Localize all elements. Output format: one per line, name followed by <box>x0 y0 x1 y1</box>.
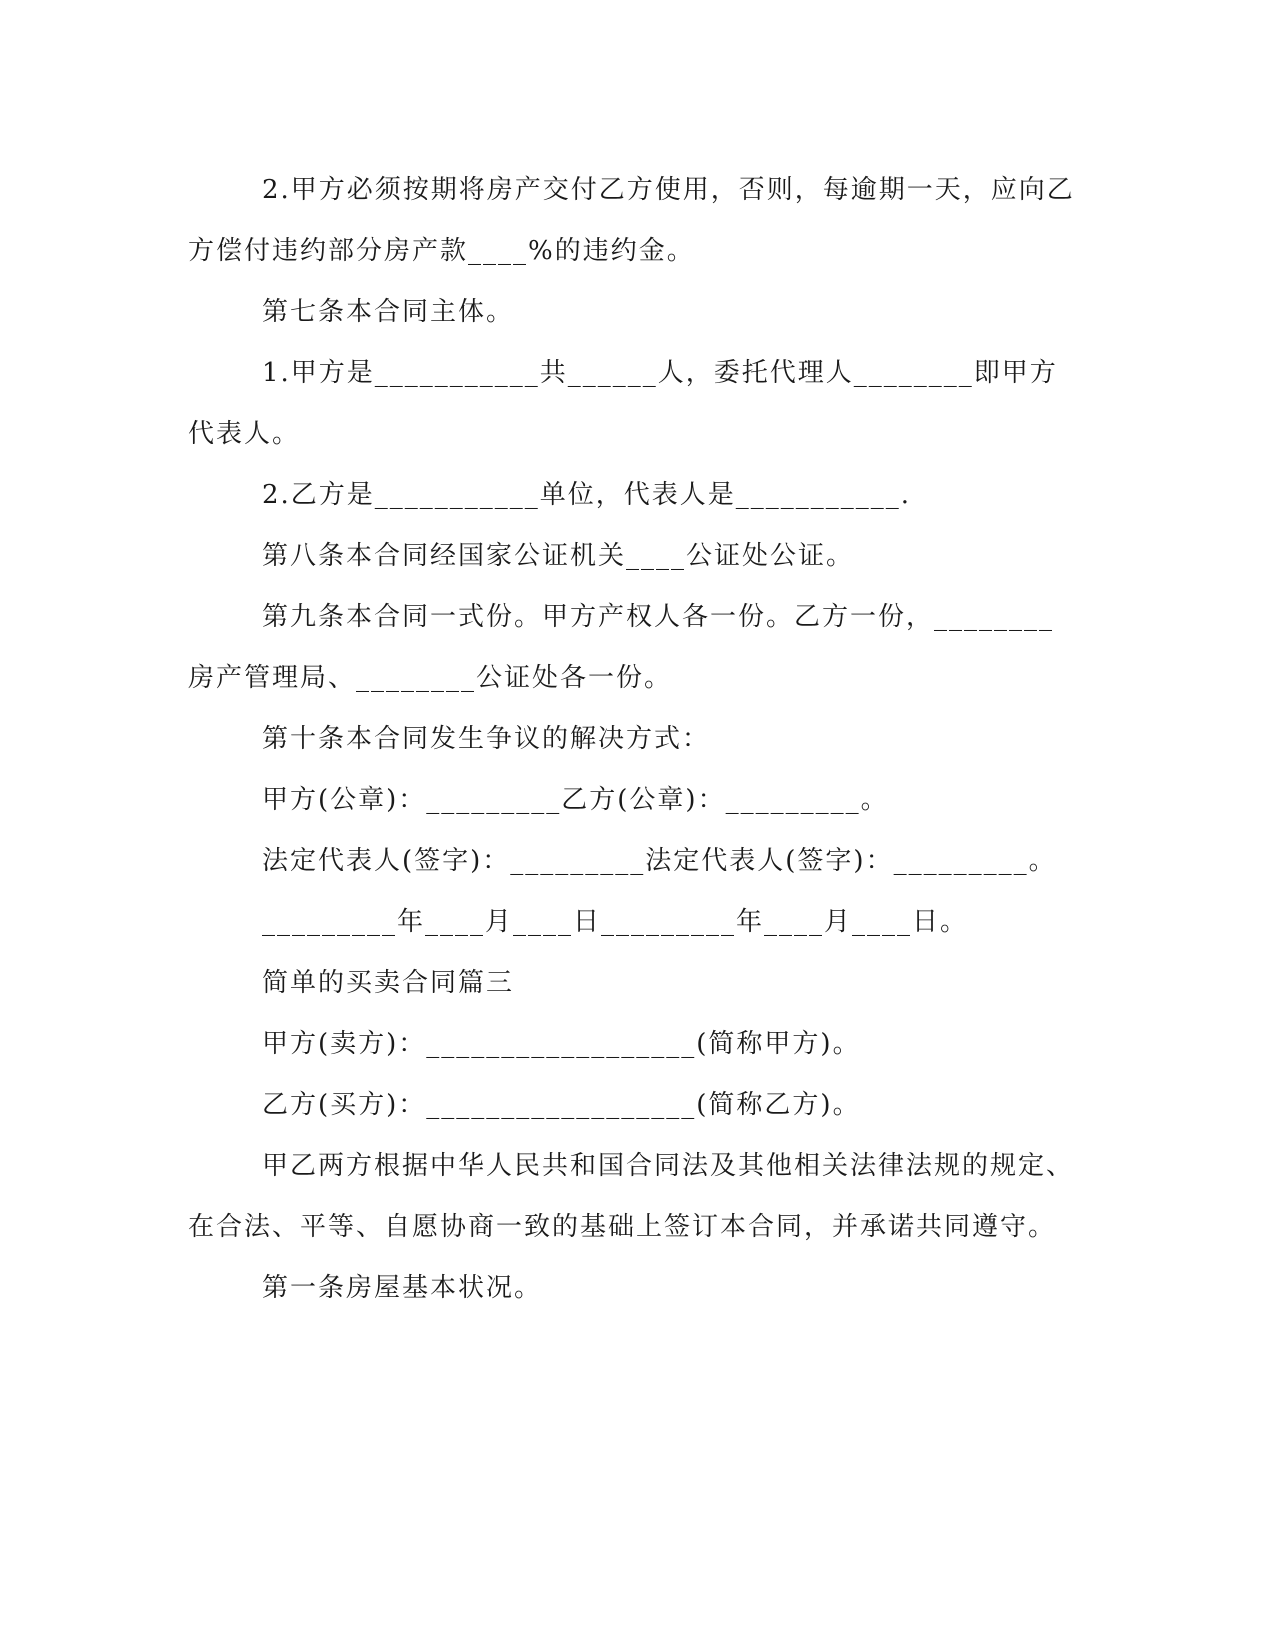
paragraph-preamble: 甲乙两方根据中华人民共和国合同法及其他相关法律法规的规定、在合法、平等、自愿协商一致的基础上签订本合同，并承诺共同遵守。 <box>188 1151 1075 1242</box>
paragraph-dates: _________年____月____日_________年____月____日。 <box>262 907 969 937</box>
paragraph-signatures: 法定代表人(签字)：_________法定代表人(签字)：_________。 <box>262 846 1057 876</box>
paragraph-seals: 甲方(公章)：_________乙方(公章)：_________。 <box>262 785 889 815</box>
paragraph-article-7: 第七条本合同主体。 <box>262 297 515 327</box>
paragraph-buyer: 乙方(买方)：__________________(简称乙方)。 <box>262 1090 861 1120</box>
paragraph-delivery-penalty: 2.甲方必须按期将房产交付乙方使用，否则，每逾期一天，应向乙方偿付违约部分房产款____%的违约金。 <box>188 175 1075 266</box>
paragraph-party-b-subject: 2.乙方是___________单位，代表人是___________. <box>262 480 912 510</box>
paragraph-article-1: 第一条房屋基本状况。 <box>262 1273 543 1303</box>
section-title-part-3: 简单的买卖合同篇三 <box>262 968 515 998</box>
document-body <box>188 160 1078 1319</box>
paragraph-article-8: 第八条本合同经国家公证机关____公证处公证。 <box>262 541 855 571</box>
paragraph-article-9: 第九条本合同一式份。甲方产权人各一份。乙方一份，________房产管理局、________公证处各一份。 <box>188 602 1055 693</box>
paragraph-article-10: 第十条本合同发生争议的解决方式： <box>262 724 711 754</box>
paragraph-seller: 甲方(卖方)：__________________(简称甲方)。 <box>262 1029 861 1059</box>
paragraph-party-a-subject: 1.甲方是___________共______人，委托代理人________即甲方代表人。 <box>188 358 1058 449</box>
